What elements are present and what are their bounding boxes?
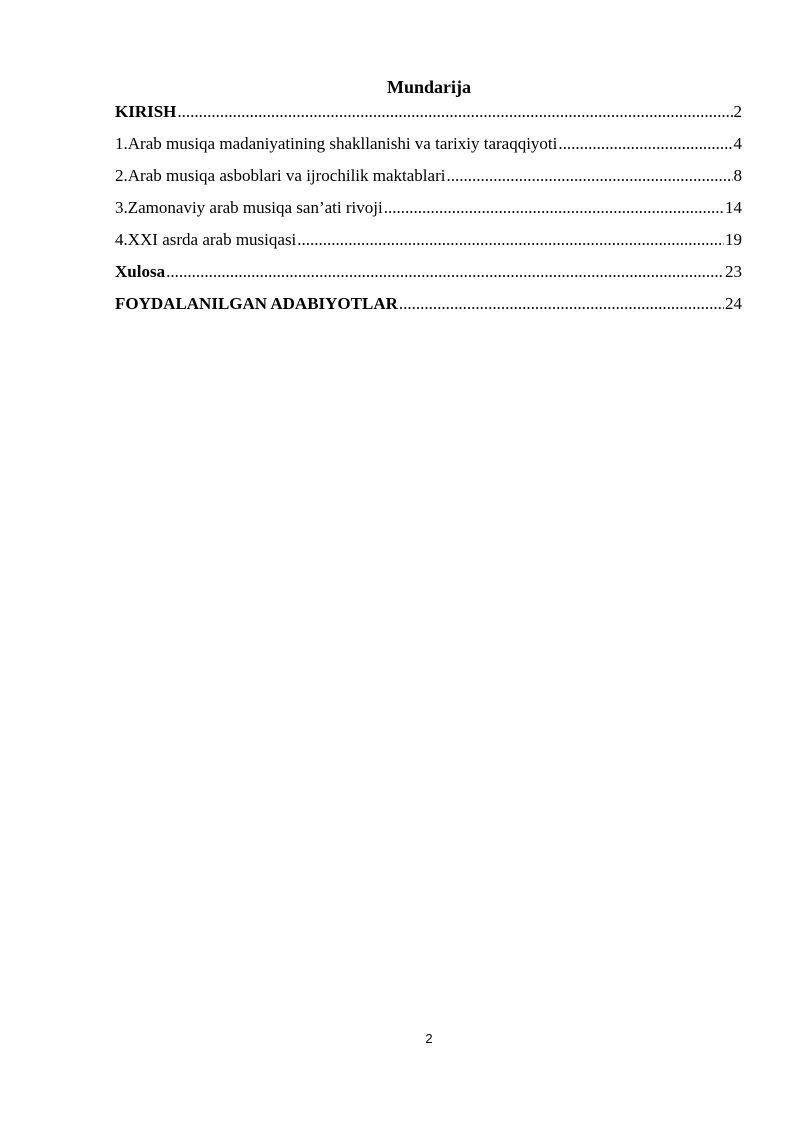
dot-leader xyxy=(297,227,724,253)
toc-entry-page: 4 xyxy=(733,134,742,153)
toc-entry-chapter-1[interactable] xyxy=(115,131,742,163)
toc-entry-page: 14 xyxy=(725,198,742,217)
toc-entry-text: KIRISH xyxy=(115,102,177,121)
dot-leader xyxy=(399,291,724,317)
toc-entry-page: 24 xyxy=(725,294,742,313)
dot-leader xyxy=(384,195,724,221)
toc-entry-text: FOYDALANILGAN ADABIYOTLAR xyxy=(115,294,398,313)
toc-entry-text: 4.XXI asrda arab musiqasi xyxy=(115,230,297,249)
dot-leader xyxy=(558,131,732,157)
toc-entry-page: 23 xyxy=(725,262,742,281)
toc-entry-page: 19 xyxy=(725,230,742,249)
toc-entry-page: 2 xyxy=(733,102,742,121)
dot-leader xyxy=(166,259,724,285)
toc-entry-text: Xulosa xyxy=(115,262,166,281)
toc-title: Mundarija xyxy=(386,77,471,97)
toc-entry-chapter-3[interactable] xyxy=(115,195,742,227)
toc-entry-kirish[interactable] xyxy=(115,99,742,131)
dot-leader xyxy=(446,163,732,189)
toc-entry-text: 2.Arab musiqa asboblari va ijrochilik maktablari xyxy=(115,166,446,185)
table-of-contents xyxy=(115,99,742,323)
toc-entry-chapter-2[interactable] xyxy=(115,163,742,195)
toc-entry-references[interactable] xyxy=(115,291,742,323)
page-number: 2 xyxy=(425,1031,433,1046)
toc-entry-text: 1.Arab musiqa madaniyatining shakllanishi va tarixiy taraqqiyoti xyxy=(115,134,558,153)
toc-entry-page: 8 xyxy=(733,166,742,185)
toc-entry-text: 3.Zamonaviy arab musiqa san’ati rivoji xyxy=(115,198,383,217)
dot-leader xyxy=(177,99,732,125)
toc-entry-xulosa[interactable] xyxy=(115,259,742,291)
toc-entry-chapter-4[interactable] xyxy=(115,227,742,259)
